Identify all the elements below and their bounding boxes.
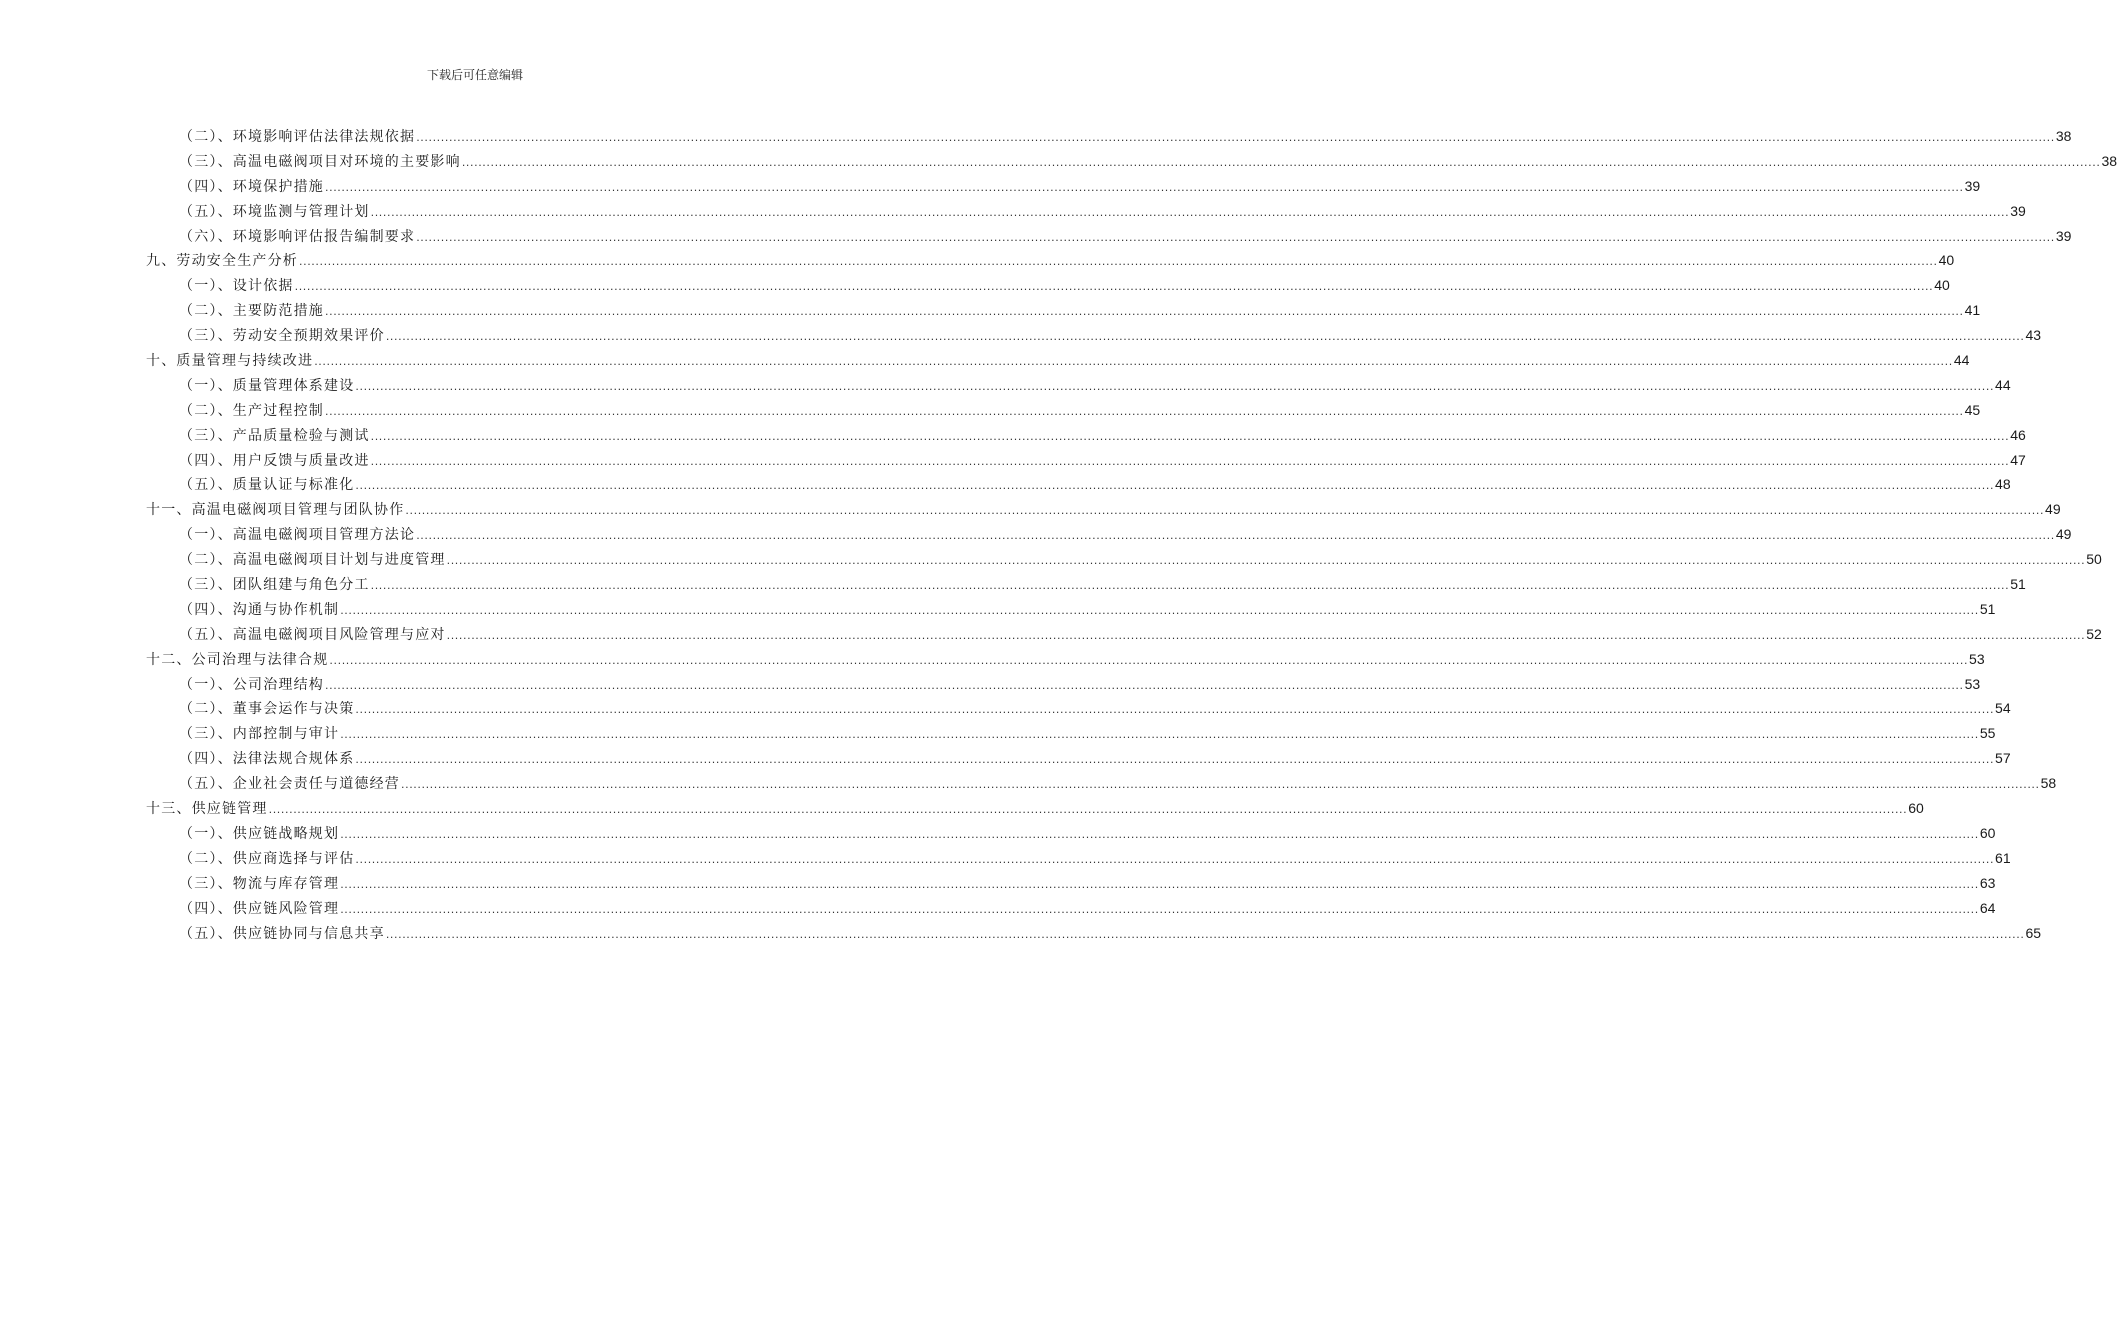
toc-section-entry[interactable] bbox=[146, 771, 2057, 796]
toc-page-number: 57 bbox=[1995, 750, 2011, 767]
toc-page-number: 39 bbox=[2010, 202, 2026, 219]
toc-section-entry[interactable] bbox=[146, 149, 2117, 174]
toc-entry-label: （二）、生产过程控制 bbox=[179, 402, 324, 419]
toc-section-entry[interactable] bbox=[146, 398, 1981, 423]
toc-page-number: 49 bbox=[2045, 501, 2061, 518]
toc-chapter-entry[interactable] bbox=[146, 497, 2061, 522]
toc-entry-label: （五）、供应链协同与信息共享 bbox=[179, 925, 385, 942]
toc-entry-label: （二）、环境影响评估法律法规依据 bbox=[179, 129, 416, 145]
toc-section-entry[interactable] bbox=[146, 846, 2011, 871]
toc-section-entry[interactable] bbox=[146, 472, 2011, 497]
toc-section-entry[interactable] bbox=[146, 572, 2026, 597]
toc-section-entry[interactable] bbox=[146, 871, 1996, 896]
toc-entry-label: 十二、公司治理与法律合规 bbox=[146, 651, 329, 668]
toc-section-entry[interactable] bbox=[146, 373, 2011, 398]
toc-section-entry[interactable] bbox=[146, 224, 2072, 249]
toc-entry-label: 十一、高温电磁阀项目管理与团队协作 bbox=[146, 502, 405, 519]
toc-page-number: 38 bbox=[2101, 152, 2117, 169]
toc-dot-leader: ................................................................................................................................................................................................................................................................................................................................................................................................................ bbox=[314, 355, 1953, 369]
toc-dot-leader: ................................................................................................................................................................................................................................................................................................................................................................................................................ bbox=[325, 180, 1964, 194]
toc-dot-leader: ................................................................................................................................................................................................................................................................................................................................................................................................................ bbox=[405, 504, 2045, 518]
toc-dot-leader: ................................................................................................................................................................................................................................................................................................................................................................................................................ bbox=[325, 404, 1964, 418]
toc-dot-leader: ................................................................................................................................................................................................................................................................................................................................................................................................................ bbox=[329, 653, 1969, 667]
toc-page-number: 46 bbox=[2010, 426, 2026, 443]
toc-entry-label: （二）、高温电磁阀项目计划与进度管理 bbox=[179, 552, 446, 569]
toc-entry-label: （一）、质量管理体系建设 bbox=[179, 377, 355, 394]
toc-section-entry[interactable] bbox=[146, 423, 2026, 448]
toc-chapter-entry[interactable] bbox=[146, 348, 1970, 373]
toc-dot-leader: ................................................................................................................................................................................................................................................................................................................................................................................................................ bbox=[325, 678, 1964, 692]
toc-entry-label: （四）、用户反馈与质量改进 bbox=[179, 452, 370, 469]
toc-chapter-entry[interactable] bbox=[146, 647, 1985, 672]
toc-dot-leader: ................................................................................................................................................................................................................................................................................................................................................................................................................ bbox=[416, 230, 2055, 244]
toc-entry-label: （一）、设计依据 bbox=[179, 278, 294, 295]
toc-entry-label: （三）、团队组建与角色分工 bbox=[179, 577, 370, 594]
toc-section-entry[interactable] bbox=[146, 522, 2072, 547]
toc-page-number: 40 bbox=[1934, 277, 1950, 294]
toc-page-number: 43 bbox=[2025, 327, 2042, 344]
toc-page-number: 60 bbox=[1908, 800, 1924, 817]
toc-dot-leader: ................................................................................................................................................................................................................................................................................................................................................................................................................ bbox=[340, 827, 1979, 841]
toc-entry-label: （三）、物流与库存管理 bbox=[179, 875, 340, 892]
toc-page-number: 39 bbox=[1964, 177, 1981, 194]
toc-dot-leader: ................................................................................................................................................................................................................................................................................................................................................................................................................ bbox=[385, 927, 2025, 941]
toc-entry-label: （三）、内部控制与审计 bbox=[179, 726, 340, 743]
toc-dot-leader: ................................................................................................................................................................................................................................................................................................................................................................................................................ bbox=[355, 852, 1995, 866]
toc-entry-label: （四）、法律法规合规体系 bbox=[179, 751, 355, 768]
toc-section-entry[interactable] bbox=[146, 696, 2011, 721]
toc-page-number: 61 bbox=[1995, 849, 2011, 866]
toc-dot-leader: ................................................................................................................................................................................................................................................................................................................................................................................................................ bbox=[385, 330, 2025, 344]
toc-dot-leader: ................................................................................................................................................................................................................................................................................................................................................................................................................ bbox=[416, 131, 2055, 144]
toc-entry-label: （一）、高温电磁阀项目管理方法论 bbox=[179, 527, 416, 544]
toc-dot-leader: ................................................................................................................................................................................................................................................................................................................................................................................................................ bbox=[340, 603, 1979, 617]
toc-page-number: 38 bbox=[2055, 128, 2072, 144]
toc-dot-leader: ................................................................................................................................................................................................................................................................................................................................................................................................................ bbox=[340, 728, 1979, 742]
toc-dot-leader: ................................................................................................................................................................................................................................................................................................................................................................................................................ bbox=[416, 529, 2055, 543]
toc-page-number: 53 bbox=[1964, 675, 1981, 692]
toc-dot-leader: ................................................................................................................................................................................................................................................................................................................................................................................................................ bbox=[325, 305, 1964, 319]
toc-page-number: 41 bbox=[1964, 302, 1981, 319]
toc-dot-leader: ................................................................................................................................................................................................................................................................................................................................................................................................................ bbox=[370, 454, 2010, 468]
toc-section-entry[interactable] bbox=[146, 622, 2102, 647]
toc-chapter-entry[interactable] bbox=[146, 248, 1955, 273]
table-of-contents bbox=[146, 124, 2117, 945]
toc-entry-label: 十、质量管理与持续改进 bbox=[146, 353, 314, 370]
toc-section-entry[interactable] bbox=[146, 896, 1996, 921]
toc-page-number: 47 bbox=[2010, 451, 2026, 468]
toc-dot-leader: ................................................................................................................................................................................................................................................................................................................................................................................................................ bbox=[299, 255, 1938, 269]
toc-entry-label: （一）、公司治理结构 bbox=[179, 676, 324, 693]
toc-dot-leader: ................................................................................................................................................................................................................................................................................................................................................................................................................ bbox=[401, 778, 2040, 792]
toc-entry-label: （五）、质量认证与标准化 bbox=[179, 477, 355, 494]
toc-page-number: 53 bbox=[1969, 650, 1985, 667]
toc-page-number: 51 bbox=[1979, 600, 1996, 617]
toc-entry-label: 九、劳动安全生产分析 bbox=[146, 253, 298, 270]
toc-section-entry[interactable] bbox=[146, 597, 1996, 622]
toc-dot-leader: ................................................................................................................................................................................................................................................................................................................................................................................................................ bbox=[370, 205, 2010, 219]
toc-page-number: 52 bbox=[2086, 625, 2102, 642]
toc-dot-leader: ................................................................................................................................................................................................................................................................................................................................................................................................................ bbox=[355, 379, 1995, 393]
toc-chapter-entry[interactable] bbox=[146, 796, 1924, 821]
toc-page-number: 54 bbox=[1995, 700, 2011, 717]
toc-entry-label: （六）、环境影响评估报告编制要求 bbox=[179, 228, 416, 245]
toc-entry-label: （四）、沟通与协作机制 bbox=[179, 601, 340, 618]
toc-entry-label: （二）、供应商选择与评估 bbox=[179, 850, 355, 867]
toc-section-entry[interactable] bbox=[146, 298, 1981, 323]
page-header: 下载后可任意编辑 bbox=[426, 68, 523, 82]
toc-dot-leader: ................................................................................................................................................................................................................................................................................................................................................................................................................ bbox=[370, 579, 2010, 593]
toc-entry-label: （五）、企业社会责任与道德经营 bbox=[179, 776, 400, 793]
toc-entry-label: （二）、董事会运作与决策 bbox=[179, 701, 355, 718]
toc-entry-label: （四）、供应链风险管理 bbox=[179, 900, 340, 917]
toc-section-entry[interactable] bbox=[146, 746, 2011, 771]
toc-section-entry[interactable] bbox=[146, 448, 2026, 473]
toc-page-number: 64 bbox=[1979, 899, 1996, 916]
toc-dot-leader: ................................................................................................................................................................................................................................................................................................................................................................................................................ bbox=[355, 753, 1995, 767]
toc-page-number: 63 bbox=[1979, 874, 1996, 891]
toc-dot-leader: ................................................................................................................................................................................................................................................................................................................................................................................................................ bbox=[461, 155, 2101, 169]
toc-entry-label: （三）、产品质量检验与测试 bbox=[179, 427, 370, 444]
toc-dot-leader: ................................................................................................................................................................................................................................................................................................................................................................................................................ bbox=[355, 703, 1995, 717]
toc-entry-label: （三）、高温电磁阀项目对环境的主要影响 bbox=[179, 153, 461, 170]
toc-dot-leader: ................................................................................................................................................................................................................................................................................................................................................................................................................ bbox=[294, 280, 1934, 294]
toc-dot-leader: ................................................................................................................................................................................................................................................................................................................................................................................................................ bbox=[446, 554, 2086, 568]
toc-section-entry[interactable] bbox=[146, 199, 2026, 224]
toc-section-entry[interactable] bbox=[146, 821, 1996, 846]
toc-entry-label: （二）、主要防范措施 bbox=[179, 303, 324, 320]
toc-section-entry[interactable] bbox=[146, 323, 2042, 348]
toc-page-number: 48 bbox=[1995, 476, 2011, 493]
toc-entry-label: （五）、环境监测与管理计划 bbox=[179, 203, 370, 220]
toc-dot-leader: ................................................................................................................................................................................................................................................................................................................................................................................................................ bbox=[340, 877, 1979, 891]
toc-entry-label: 十三、供应链管理 bbox=[146, 801, 268, 818]
toc-dot-leader: ................................................................................................................................................................................................................................................................................................................................................................................................................ bbox=[268, 803, 1908, 817]
toc-dot-leader: ................................................................................................................................................................................................................................................................................................................................................................................................................ bbox=[370, 429, 2010, 443]
toc-page-number: 45 bbox=[1964, 401, 1981, 418]
toc-section-entry[interactable] bbox=[146, 124, 2072, 149]
toc-page-number: 39 bbox=[2055, 227, 2072, 244]
toc-entry-label: （四）、环境保护措施 bbox=[179, 178, 324, 195]
toc-page-number: 60 bbox=[1979, 824, 1996, 841]
toc-dot-leader: ................................................................................................................................................................................................................................................................................................................................................................................................................ bbox=[340, 902, 1979, 916]
toc-page-number: 40 bbox=[1938, 252, 1955, 269]
toc-dot-leader: ................................................................................................................................................................................................................................................................................................................................................................................................................ bbox=[446, 628, 2086, 642]
toc-page-number: 51 bbox=[2010, 576, 2026, 593]
toc-entry-label: （三）、劳动安全预期效果评价 bbox=[179, 328, 385, 345]
toc-dot-leader: ................................................................................................................................................................................................................................................................................................................................................................................................................ bbox=[355, 479, 1995, 493]
toc-page-number: 50 bbox=[2086, 551, 2102, 568]
toc-section-entry[interactable] bbox=[146, 721, 1996, 746]
toc-section-entry[interactable] bbox=[146, 547, 2102, 572]
toc-section-entry[interactable] bbox=[146, 921, 2042, 946]
toc-page-number: 44 bbox=[1995, 376, 2011, 393]
toc-page-number: 55 bbox=[1979, 725, 1996, 742]
toc-entry-label: （五）、高温电磁阀项目风险管理与应对 bbox=[179, 626, 446, 643]
toc-entry-label: （一）、供应链战略规划 bbox=[179, 825, 340, 842]
toc-section-entry[interactable] bbox=[146, 174, 1981, 199]
toc-page-number: 65 bbox=[2025, 924, 2042, 941]
toc-page-number: 49 bbox=[2055, 526, 2072, 543]
toc-page-number: 58 bbox=[2040, 775, 2057, 792]
toc-section-entry[interactable] bbox=[146, 273, 1950, 298]
toc-section-entry[interactable] bbox=[146, 672, 1981, 697]
toc-page-number: 44 bbox=[1953, 352, 1970, 369]
